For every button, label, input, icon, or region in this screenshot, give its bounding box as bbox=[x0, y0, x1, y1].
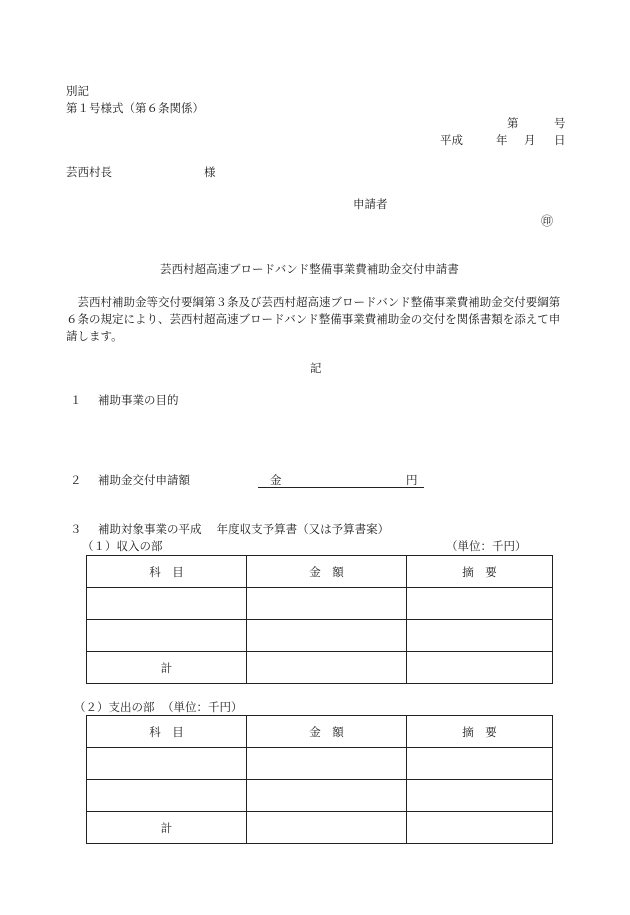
item2-number: ２ bbox=[70, 473, 82, 487]
bekki-label: 別記 bbox=[66, 84, 89, 98]
table-cell[interactable] bbox=[407, 780, 553, 812]
item3-number: ３ bbox=[70, 522, 82, 536]
income-unit: （単位：千円） bbox=[446, 539, 527, 553]
expense-table bbox=[86, 715, 553, 844]
number-go: 号 bbox=[554, 116, 566, 130]
table-cell[interactable] bbox=[87, 620, 247, 652]
table-row bbox=[87, 748, 553, 780]
table-cell[interactable] bbox=[407, 588, 553, 620]
ki-label: 記 bbox=[310, 361, 322, 375]
expense-title: （２）支出の部 bbox=[74, 700, 155, 714]
date-day: 日 bbox=[554, 133, 566, 147]
item3-label: 補助対象事業の平成 年度収支予算書（又は予算書案） bbox=[98, 522, 390, 536]
table-cell[interactable] bbox=[407, 748, 553, 780]
table-header-row bbox=[87, 556, 553, 588]
table-cell[interactable] bbox=[87, 780, 247, 812]
header-tekiyou: 摘 要 bbox=[407, 716, 553, 748]
table-cell[interactable] bbox=[407, 620, 553, 652]
table-cell[interactable] bbox=[407, 812, 553, 844]
amount-kin: 金 bbox=[270, 473, 282, 487]
item1-number: １ bbox=[70, 393, 82, 407]
amount-en: 円 bbox=[406, 473, 418, 487]
item2-label: 補助金交付申請額 bbox=[98, 473, 190, 487]
table-cell[interactable] bbox=[407, 652, 553, 684]
table-cell[interactable] bbox=[247, 588, 407, 620]
date-era: 平成 bbox=[440, 133, 463, 147]
date-month: 月 bbox=[524, 133, 536, 147]
header-kingaku: 金 額 bbox=[247, 716, 407, 748]
table-cell[interactable] bbox=[247, 748, 407, 780]
applicant-label: 申請者 bbox=[353, 197, 388, 211]
table-cell[interactable] bbox=[87, 748, 247, 780]
table-cell[interactable] bbox=[247, 780, 407, 812]
amount-underline bbox=[258, 487, 424, 488]
table-row bbox=[87, 620, 553, 652]
honorific: 様 bbox=[204, 165, 216, 179]
number-dai: 第 bbox=[507, 116, 519, 130]
form-number: 第１号様式（第６条関係） bbox=[66, 101, 204, 115]
header-kamoku: 科 目 bbox=[87, 716, 247, 748]
header-kamoku: 科 目 bbox=[87, 556, 247, 588]
table-cell[interactable] bbox=[247, 812, 407, 844]
table-row bbox=[87, 780, 553, 812]
header-tekiyou: 摘 要 bbox=[407, 556, 553, 588]
body-paragraph: 芸西村補助金等交付要綱第３条及び芸西村超高速ブロードバンド整備事業費補助金交付要綱第６条の規定により、芸西村超高速ブロードバンド整備事業費補助金の交付を関係書類を添えて申請します。 bbox=[66, 295, 561, 343]
item1-label: 補助事業の目的 bbox=[98, 393, 179, 407]
document-title: 芸西村超高速ブロードバンド整備事業費補助金交付申請書 bbox=[160, 262, 459, 276]
table-cell[interactable] bbox=[247, 652, 407, 684]
table-cell[interactable] bbox=[87, 588, 247, 620]
expense-unit: （単位：千円） bbox=[162, 700, 243, 714]
date-year: 年 bbox=[496, 133, 508, 147]
addressee: 芸西村長 bbox=[66, 165, 112, 179]
table-header-row bbox=[87, 716, 553, 748]
header-kingaku: 金 額 bbox=[247, 556, 407, 588]
seal-mark: ㊞ bbox=[541, 214, 554, 228]
total-label: 計 bbox=[87, 652, 247, 684]
table-row bbox=[87, 588, 553, 620]
table-cell[interactable] bbox=[247, 620, 407, 652]
total-row bbox=[87, 812, 553, 844]
total-label: 計 bbox=[87, 812, 247, 844]
income-table bbox=[86, 555, 553, 684]
income-title: （１）収入の部 bbox=[82, 539, 163, 553]
total-row bbox=[87, 652, 553, 684]
